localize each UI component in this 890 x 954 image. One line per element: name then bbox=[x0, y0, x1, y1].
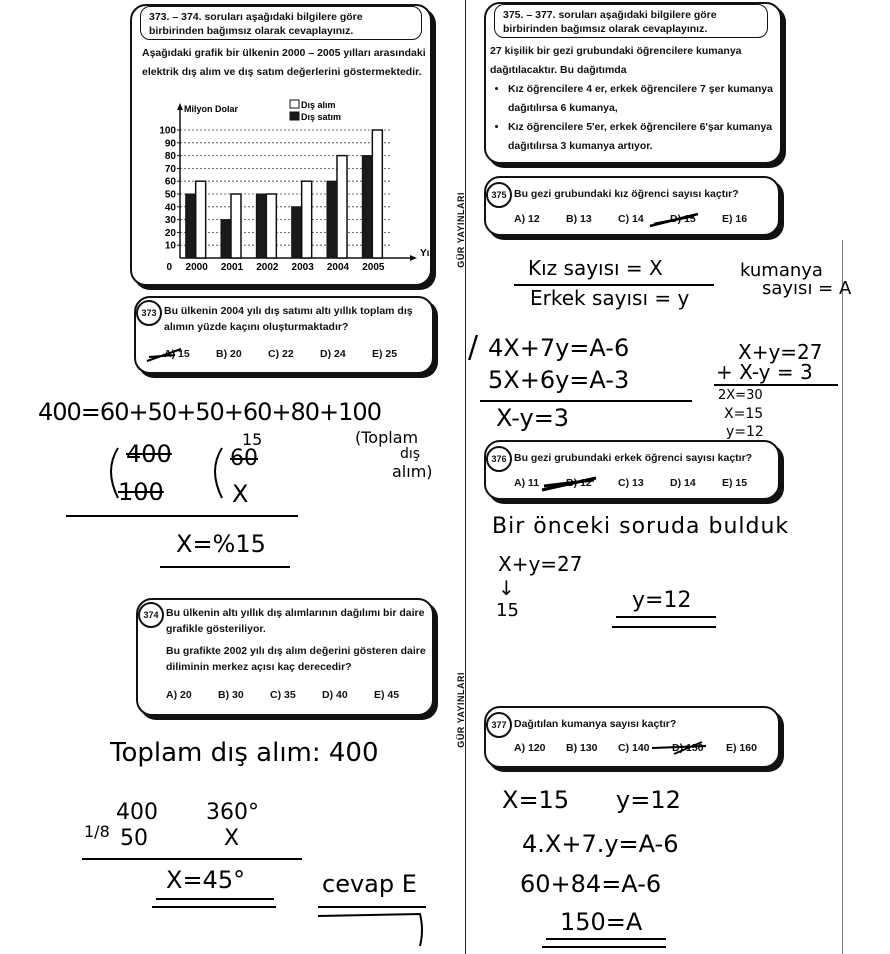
bar-dis-alim bbox=[337, 156, 347, 258]
option-a[interactable]: A) 120 bbox=[514, 742, 546, 754]
cross-out-mark bbox=[145, 345, 185, 365]
legend-swatch-alim bbox=[290, 100, 299, 108]
cross-out-mark bbox=[648, 210, 702, 230]
handwritten-50: 50 bbox=[120, 826, 148, 851]
handwritten-xy27: X+y=27 bbox=[498, 552, 583, 576]
handwritten-s3: 2X=30 bbox=[718, 388, 763, 403]
option-e[interactable]: E) 45 bbox=[374, 689, 400, 701]
bar-dis-alim bbox=[196, 181, 206, 258]
cevap-underline-hook bbox=[316, 912, 426, 952]
handwritten-400: 400 bbox=[126, 440, 172, 468]
handwritten-kiz: Kız sayısı = X bbox=[528, 256, 663, 280]
y-tick-label: 60 bbox=[164, 176, 176, 188]
options-375 bbox=[514, 213, 774, 225]
underline-rule bbox=[66, 515, 298, 517]
handwritten-s5: y=12 bbox=[726, 424, 764, 440]
handwritten-15: 15 bbox=[242, 430, 263, 449]
handwritten-fx: X=15 bbox=[502, 786, 570, 814]
condition-2: • Kız öğrencilere 5'er, erkek öğrencilere 6'şar kumanya dağıtılırsa 3 kumanya artıyor. bbox=[508, 118, 794, 156]
handwritten-slash: / bbox=[468, 330, 479, 365]
cross-out-mark bbox=[650, 738, 710, 758]
question-number-373: 373 bbox=[136, 300, 162, 326]
y-axis-label: Milyon Dolar bbox=[184, 104, 239, 114]
handwritten-y12: y=12 bbox=[632, 588, 692, 613]
question-text-376: Bu gezi grubundaki erkek öğrenci sayısı kaçtır? bbox=[514, 452, 753, 464]
bar-dis-satim bbox=[221, 220, 231, 258]
x-tick-label: 2003 bbox=[291, 262, 314, 273]
handwritten-answer-373: X=%15 bbox=[176, 530, 266, 558]
bar-dis-satim bbox=[362, 156, 372, 258]
option-a[interactable]: A) 20 bbox=[166, 689, 192, 701]
option-b[interactable]: B) 13 bbox=[566, 213, 592, 225]
column-divider bbox=[465, 0, 466, 954]
x-axis-label: Yıl bbox=[420, 248, 433, 259]
header-text: 375. – 377. soruları aşağıdaki bilgilere göre birbirinden bağımsız olarak cevaplayınız. bbox=[503, 9, 717, 35]
y12-underline-b bbox=[612, 626, 716, 628]
handwritten-kumanya: kumanya bbox=[740, 260, 823, 281]
intro-375: 27 kişilik bir gezi grubundaki öğrencilere kumanya dağıtılacaktır. Bu dağıtımda bbox=[490, 45, 742, 76]
bar-dis-satim bbox=[327, 181, 337, 258]
handwritten-note-3: alım) bbox=[392, 462, 433, 481]
bar-dis-alim bbox=[231, 194, 241, 258]
system-underline bbox=[714, 384, 838, 386]
question-number-377: 377 bbox=[486, 712, 512, 738]
option-d[interactable]: D) 40 bbox=[322, 689, 348, 701]
handwritten-answer-374: X=45° bbox=[166, 866, 246, 894]
option-b[interactable]: B) 130 bbox=[566, 742, 598, 754]
option-c[interactable]: C) 140 bbox=[618, 742, 650, 754]
handwritten-s2: + X-y = 3 bbox=[716, 360, 813, 384]
bar-dis-alim bbox=[372, 130, 382, 258]
handwritten-arrow: ↓ bbox=[498, 576, 515, 600]
side-label-bottom: GÜR YAYINLARI bbox=[456, 672, 466, 748]
answer-underline bbox=[160, 566, 290, 568]
legend-swatch-satim bbox=[290, 112, 299, 120]
y-axis-arrow bbox=[177, 103, 183, 110]
option-b[interactable]: B) 20 bbox=[216, 348, 242, 360]
option-e[interactable]: E) 15 bbox=[722, 477, 748, 489]
option-d[interactable]: D) 14 bbox=[670, 477, 696, 489]
handwritten-g3: 150=A bbox=[560, 908, 643, 936]
handwritten-total: Toplam dış alım: 400 bbox=[110, 738, 379, 768]
handwritten-cevap: cevap E bbox=[322, 870, 417, 898]
handwritten-note-2: dış bbox=[400, 446, 421, 462]
handwritten-eq1: 4X+7y=A-6 bbox=[488, 334, 630, 362]
question-number-376: 376 bbox=[486, 446, 512, 472]
x-tick-label: 2005 bbox=[362, 262, 385, 273]
option-c[interactable]: C) 35 bbox=[270, 689, 296, 701]
header-375-377 bbox=[494, 4, 768, 38]
legend-label-alim: Dış alım bbox=[301, 100, 336, 110]
question-text-374b: Bu grafikte 2002 yılı dış alım değerini gösteren daire diliminin merkez açısı kaç derecedir? bbox=[166, 645, 426, 673]
question-text-375: Bu gezi grubundaki kız öğrenci sayısı kaçtır? bbox=[514, 188, 739, 200]
handwritten-x: X bbox=[232, 480, 249, 508]
header-373-374 bbox=[140, 6, 422, 40]
y12-underline-a bbox=[616, 616, 716, 618]
handwritten-sum: 400=60+50+50+60+80+100 bbox=[38, 398, 381, 426]
x-tick-label: 2001 bbox=[220, 262, 244, 273]
y-tick-label: 100 bbox=[159, 125, 176, 137]
bar-dis-alim bbox=[266, 194, 276, 258]
cross-out-mark bbox=[540, 474, 600, 494]
handwritten-prev: Bir önceki soruda bulduk bbox=[492, 514, 790, 539]
right-margin-rule bbox=[842, 240, 843, 954]
y-tick-label: 20 bbox=[164, 227, 176, 239]
answer-underline-2a bbox=[156, 898, 274, 900]
header-text: 373. – 374. soruları aşağıdaki bilgilere göre birbirinden bağımsız olarak cevaplayınız. bbox=[149, 11, 363, 37]
question-text-374a: Bu ülkenin altı yıllık dış alımlarının dağılımı bir daire grafikle gösteriliyor. bbox=[166, 607, 425, 635]
side-label-top: GÜR YAYINLARI bbox=[456, 192, 466, 268]
handwritten-g2: 60+84=A-6 bbox=[520, 870, 662, 898]
bar-dis-satim bbox=[256, 194, 266, 258]
handwritten-100: 100 bbox=[118, 478, 164, 506]
y-tick-label: 90 bbox=[164, 138, 176, 150]
cevap-underline-a bbox=[318, 906, 426, 908]
handwritten-kumanya2: sayısı = A bbox=[762, 278, 852, 299]
question-text-377: Dağıtılan kumanya sayısı kaçtır? bbox=[514, 718, 677, 730]
intro-373: Aşağıdaki grafik bir ülkenin 2000 – 2005 yılları arasındaki elektrik dış alım ve dış satım değerlerini göstermektedir. bbox=[142, 47, 426, 78]
option-b[interactable]: B) 30 bbox=[218, 689, 244, 701]
option-c[interactable]: C) 13 bbox=[618, 477, 644, 489]
handwritten-x2: X bbox=[224, 826, 240, 851]
x-axis-arrow bbox=[410, 255, 417, 261]
origin-label: 0 bbox=[166, 262, 172, 273]
option-e[interactable]: E) 25 bbox=[372, 348, 398, 360]
bar-dis-alim bbox=[302, 181, 312, 258]
handwritten-60: 60 bbox=[230, 446, 258, 471]
options-377 bbox=[514, 742, 780, 754]
x-tick-label: 2004 bbox=[326, 262, 350, 273]
condition-list bbox=[490, 80, 794, 156]
option-c[interactable]: C) 14 bbox=[618, 213, 644, 225]
legend-label-satim: Dış satım bbox=[301, 112, 342, 122]
question-card-375 bbox=[484, 176, 780, 236]
options-373 bbox=[164, 348, 424, 360]
question-number-374: 374 bbox=[138, 602, 164, 628]
handwritten-s1: X+y=27 bbox=[738, 340, 823, 364]
bar-dis-satim bbox=[292, 207, 302, 258]
option-d[interactable]: D) 15 bbox=[670, 213, 696, 225]
eq-underline bbox=[480, 400, 692, 402]
answer-underline-2b bbox=[152, 906, 276, 908]
handwritten-erkek: Erkek sayısı = y bbox=[530, 286, 690, 310]
g3-underline-b bbox=[542, 946, 666, 948]
condition-1: • Kız öğrencilere 4 er, erkek öğrencilere 7 şer kumanya dağıtılırsa 6 kumanya, bbox=[508, 80, 794, 118]
option-e[interactable]: E) 16 bbox=[722, 213, 748, 225]
option-e[interactable]: E) 160 bbox=[726, 742, 757, 754]
y-tick-label: 30 bbox=[164, 215, 176, 227]
handwritten-note-1: (Toplam bbox=[355, 428, 419, 447]
option-a[interactable]: A) 15 bbox=[164, 348, 190, 360]
handwritten-400b: 400 bbox=[116, 800, 158, 825]
handwritten-fy: y=12 bbox=[616, 786, 681, 814]
y-tick-label: 50 bbox=[164, 189, 176, 201]
g3-underline-a bbox=[546, 938, 666, 940]
question-card-376 bbox=[484, 440, 780, 500]
option-d[interactable]: D) 24 bbox=[320, 348, 346, 360]
handwritten-fifteen: 15 bbox=[496, 600, 519, 621]
y-tick-label: 70 bbox=[164, 163, 176, 175]
y-tick-label: 40 bbox=[164, 202, 176, 214]
bar-dis-satim bbox=[186, 194, 196, 258]
handwritten-eq2: 5X+6y=A-3 bbox=[488, 366, 630, 394]
option-c[interactable]: C) 22 bbox=[268, 348, 294, 360]
handwritten-g1: 4.X+7.y=A-6 bbox=[522, 830, 679, 858]
x-tick-label: 2002 bbox=[256, 262, 279, 273]
option-a[interactable]: A) 11 bbox=[514, 477, 540, 489]
bar-chart bbox=[140, 98, 433, 278]
handwritten-brackets bbox=[100, 440, 240, 510]
handwritten-eq3: X-y=3 bbox=[496, 404, 570, 432]
x-tick-label: 2000 bbox=[185, 262, 208, 273]
y-tick-label: 10 bbox=[164, 240, 176, 252]
options-374 bbox=[166, 689, 426, 701]
option-d[interactable]: D) 150 bbox=[672, 742, 704, 754]
handwritten-s4: X=15 bbox=[724, 406, 764, 422]
y-tick-label: 80 bbox=[164, 151, 176, 163]
question-number-375: 375 bbox=[486, 182, 512, 208]
handwritten-fraction: 1/8 bbox=[84, 822, 110, 841]
handwritten-360: 360° bbox=[206, 800, 259, 825]
option-a[interactable]: A) 12 bbox=[514, 213, 540, 225]
question-text-373: Bu ülkenin 2004 yılı dış satımı altı yıllık toplam dış alımın yüzde kaçını oluşturmaktadır? bbox=[164, 305, 413, 333]
underline-rule-2 bbox=[82, 858, 302, 860]
option-b[interactable]: B) 12 bbox=[566, 477, 592, 489]
